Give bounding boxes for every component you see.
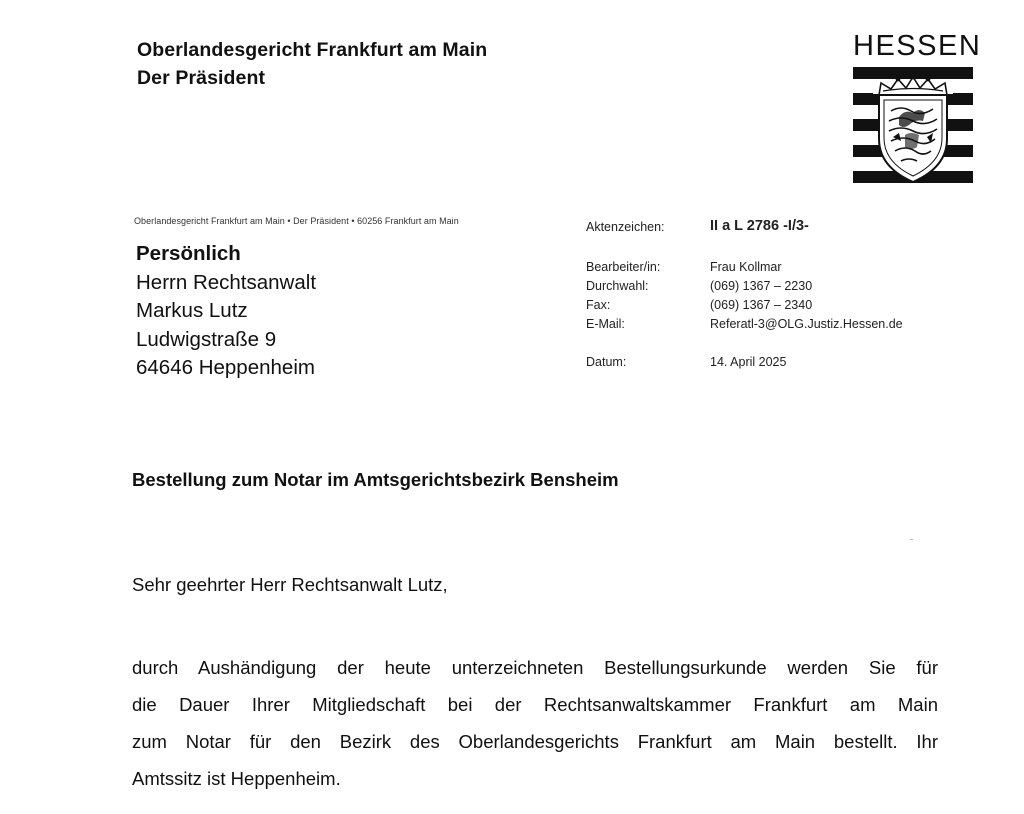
letter-subject: Bestellung zum Notar im Amtsgerichtsbezirk Bensheim	[132, 469, 619, 490]
handler-label: Bearbeiter/in:	[586, 260, 661, 274]
recipient-city: 64646 Heppenheim	[136, 356, 315, 379]
recipient-street: Ludwigstraße 9	[136, 327, 277, 351]
date-label: Datum:	[586, 355, 627, 369]
email-value: Referatl-3@OLG.Justiz.Hessen.de	[710, 317, 903, 331]
phone-label: Durchwahl:	[586, 279, 649, 293]
phone-value: (069) 1367 – 2230	[710, 279, 813, 293]
handler-value: Frau Kollmar	[710, 260, 782, 274]
body-line: Amtssitz ist Heppenheim.	[132, 768, 341, 789]
recipient-name: Markus Lutz	[136, 299, 248, 322]
recipient-marker: Persönlich	[136, 242, 241, 265]
reference-label: Aktenzeichen:	[586, 220, 665, 234]
court-office: Der Präsident	[137, 67, 266, 89]
date-value: 14. April 2025	[710, 355, 787, 369]
fax-label: Fax:	[586, 298, 611, 312]
email-label: E-Mail:	[586, 317, 625, 331]
letter-body	[132, 649, 938, 797]
letter-salutation: Sehr geehrter Herr Rechtsanwalt Lutz,	[132, 574, 448, 595]
fax-value: (069) 1367 – 2340	[710, 298, 813, 312]
letterhead-sender	[137, 36, 487, 92]
recipient-address	[136, 240, 316, 383]
scan-speck	[910, 539, 913, 540]
state-wordmark: HESSEN	[853, 30, 982, 62]
reference-value: II a L 2786 -I/3-	[710, 218, 809, 234]
return-address-line: Oberlandesgericht Frankfurt am Main • Der Präsident • 60256 Frankfurt am Main	[134, 216, 459, 226]
court-name: Oberlandesgericht Frankfurt am Main	[137, 39, 488, 61]
body-line: die Dauer Ihrer Mitgliedschaft bei der Rechtsanwaltskammer Frankfurt am Main	[132, 694, 938, 715]
body-line: durch Aushändigung der heute unterzeichneten Bestellungsurkunde werden Sie für	[132, 657, 938, 678]
body-line: zum Notar für den Bezirk des Oberlandesgerichts Frankfurt am Main bestellt. Ihr	[132, 731, 938, 752]
recipient-title: Herrn Rechtsanwalt	[136, 270, 317, 294]
info-block	[586, 0, 966, 380]
